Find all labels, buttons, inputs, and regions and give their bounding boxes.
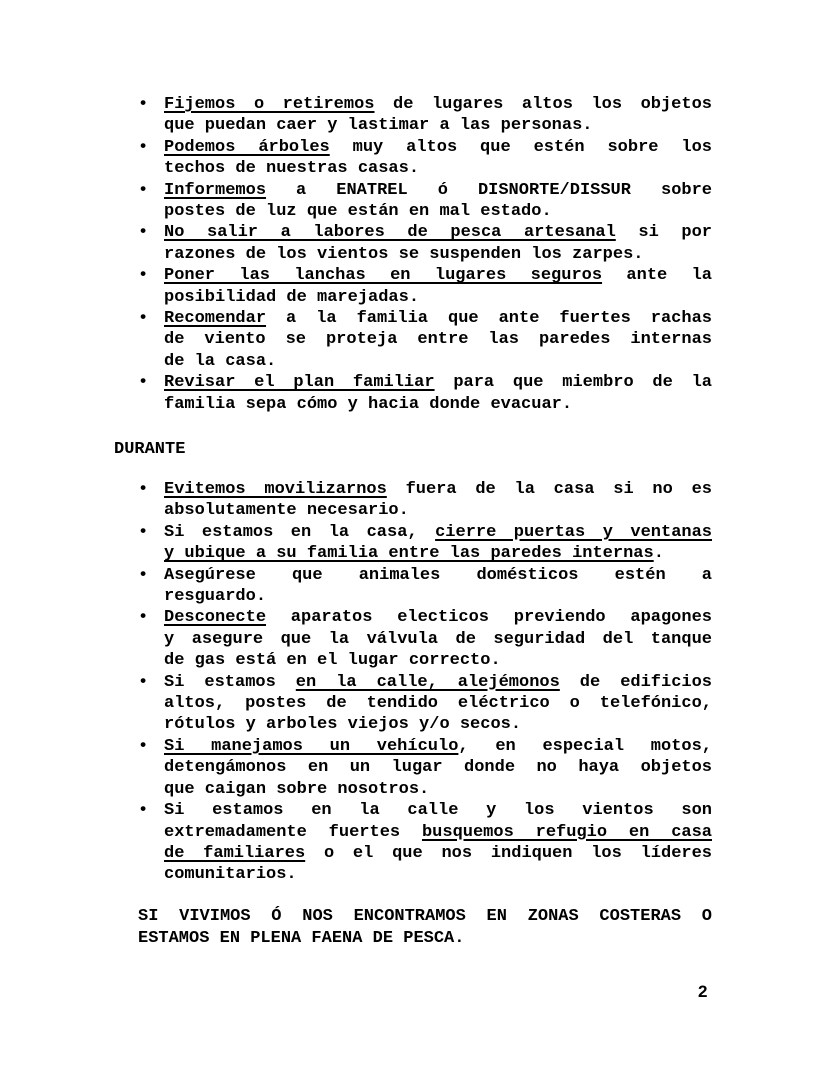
- list-item-key-phrase: No salir a labores de pesca artesanal: [164, 223, 616, 243]
- list-item-text: de gas está en el lugar correcto.: [164, 651, 501, 671]
- list-item: [138, 479, 712, 522]
- bullet-icon: •: [138, 480, 149, 499]
- bullet-icon: •: [138, 522, 149, 542]
- list-item-text: a la familia que ante fuertes rachas: [266, 309, 712, 329]
- bullet-icon: •: [138, 137, 149, 157]
- list-item: [138, 180, 712, 223]
- bullet-icon: •: [138, 672, 149, 692]
- bullet-icon: •: [138, 180, 149, 200]
- list-item-key-phrase: Podemos árboles: [164, 137, 330, 157]
- list-item: [138, 308, 712, 372]
- bullet-icon: •: [138, 565, 149, 585]
- antes-list: [138, 94, 712, 415]
- list-item: [138, 137, 712, 180]
- list-item-text: de lugares altos los objetos: [374, 95, 712, 114]
- list-item-key-phrase: Si manejamos un vehículo: [164, 736, 459, 756]
- list-item: [138, 736, 712, 800]
- list-item-text: Asegúrese que animales domésticos estén a: [164, 565, 712, 585]
- list-item-key-phrase: Evitemos movilizarnos: [164, 480, 387, 499]
- page-number: 2: [698, 982, 708, 1001]
- bullet-icon: •: [138, 309, 149, 329]
- list-item-text: .: [653, 544, 664, 564]
- bullet-icon: •: [138, 736, 149, 756]
- list-item-text: Si estamos en la casa,: [164, 522, 436, 542]
- list-item-text: posibilidad de marejadas.: [164, 287, 420, 307]
- bullet-icon: •: [138, 223, 149, 243]
- list-item-text: aparatos electicos previendo apagones: [266, 608, 712, 628]
- list-item: [138, 222, 712, 265]
- list-item-key-phrase: Fijemos o retiremos: [164, 95, 375, 114]
- section-heading-durante: DURANTE: [114, 440, 186, 459]
- list-item-text: fuera de la casa si no es: [386, 480, 712, 499]
- list-item-text: comunitarios.: [164, 865, 297, 885]
- list-item-text: y asegure que la válvula de seguridad del tanque: [164, 629, 712, 649]
- bullet-icon: •: [138, 95, 149, 114]
- list-item-text: familia sepa cómo y hacia donde evacuar.: [164, 394, 573, 414]
- list-item-text: rótulos y arboles viejos y/o secos.: [164, 715, 522, 735]
- list-item-key-phrase: cierre puertas y ventanas: [435, 522, 713, 542]
- list-item-text: extremadamente fuertes: [164, 822, 422, 842]
- list-item-key-phrase: busquemos refugio en casa: [421, 822, 712, 842]
- list-item: [138, 94, 712, 137]
- list-item-text: altos, postes de tendido eléctrico o telefónico,: [164, 694, 712, 714]
- list-item-key-phrase: Recomendar: [164, 309, 267, 329]
- list-item: [138, 607, 712, 671]
- list-item-text: resguardo.: [164, 587, 267, 607]
- list-item-text: a ENATREL ó DISNORTE/DISSUR sobre: [266, 180, 712, 200]
- bullet-icon: •: [138, 608, 149, 628]
- list-item-text: ante la: [602, 266, 712, 286]
- list-item: [138, 800, 712, 886]
- list-item-text: de viento se proteja entre las paredes internas: [164, 330, 712, 350]
- list-item-key-phrase: en la calle, alejémonos: [295, 672, 560, 692]
- list-item-text: si por: [615, 223, 712, 243]
- list-item-text: Si estamos en la calle y los vientos son: [164, 801, 712, 821]
- bullet-icon: •: [138, 373, 149, 393]
- list-item-key-phrase: de familiares: [164, 843, 306, 863]
- closing-heading: [138, 906, 712, 950]
- list-item-text: o el que nos indiquen los líderes: [305, 843, 712, 863]
- closing-heading-line: ESTAMOS EN PLENA FAENA DE PESCA.: [138, 929, 465, 948]
- bullet-icon: •: [138, 266, 149, 286]
- list-item-key-phrase: Desconecte: [164, 608, 267, 628]
- list-item-text: Si estamos: [164, 672, 296, 692]
- list-item-text: para que miembro de la: [434, 373, 713, 393]
- list-item-text: que caigan sobre nosotros.: [164, 779, 430, 799]
- list-item-key-phrase: y ubique a su familia entre las paredes internas: [164, 544, 654, 564]
- list-item-text: de edificios: [559, 672, 713, 692]
- list-item-key-phrase: Informemos: [164, 180, 267, 200]
- list-item-key-phrase: Revisar el plan familiar: [164, 373, 435, 393]
- list-item: [138, 672, 712, 736]
- list-item-text: absolutamente necesario.: [164, 501, 409, 521]
- list-item-text: techos de nuestras casas.: [164, 159, 420, 179]
- list-item-text: postes de luz que están en mal estado.: [164, 202, 552, 222]
- list-item: [138, 265, 712, 308]
- list-item-text: detengámonos en un lugar donde no haya objetos: [164, 758, 712, 778]
- list-item-text: , en especial motos,: [458, 736, 712, 756]
- list-item: [138, 565, 712, 608]
- closing-heading-line: SI VIVIMOS Ó NOS ENCONTRAMOS EN ZONAS COSTERAS O: [138, 907, 712, 926]
- list-item-text: muy altos que estén sobre los: [329, 137, 712, 157]
- list-item: [138, 372, 712, 415]
- list-item-text: razones de los vientos se suspenden los zarpes.: [164, 244, 644, 264]
- list-item-key-phrase: Poner las lanchas en lugares seguros: [164, 266, 603, 286]
- list-item-text: de la casa.: [164, 351, 277, 371]
- list-item-text: que puedan caer y lastimar a las personas.: [164, 116, 593, 136]
- bullet-icon: •: [138, 801, 149, 821]
- list-item: [138, 522, 712, 565]
- durante-list: [138, 479, 712, 886]
